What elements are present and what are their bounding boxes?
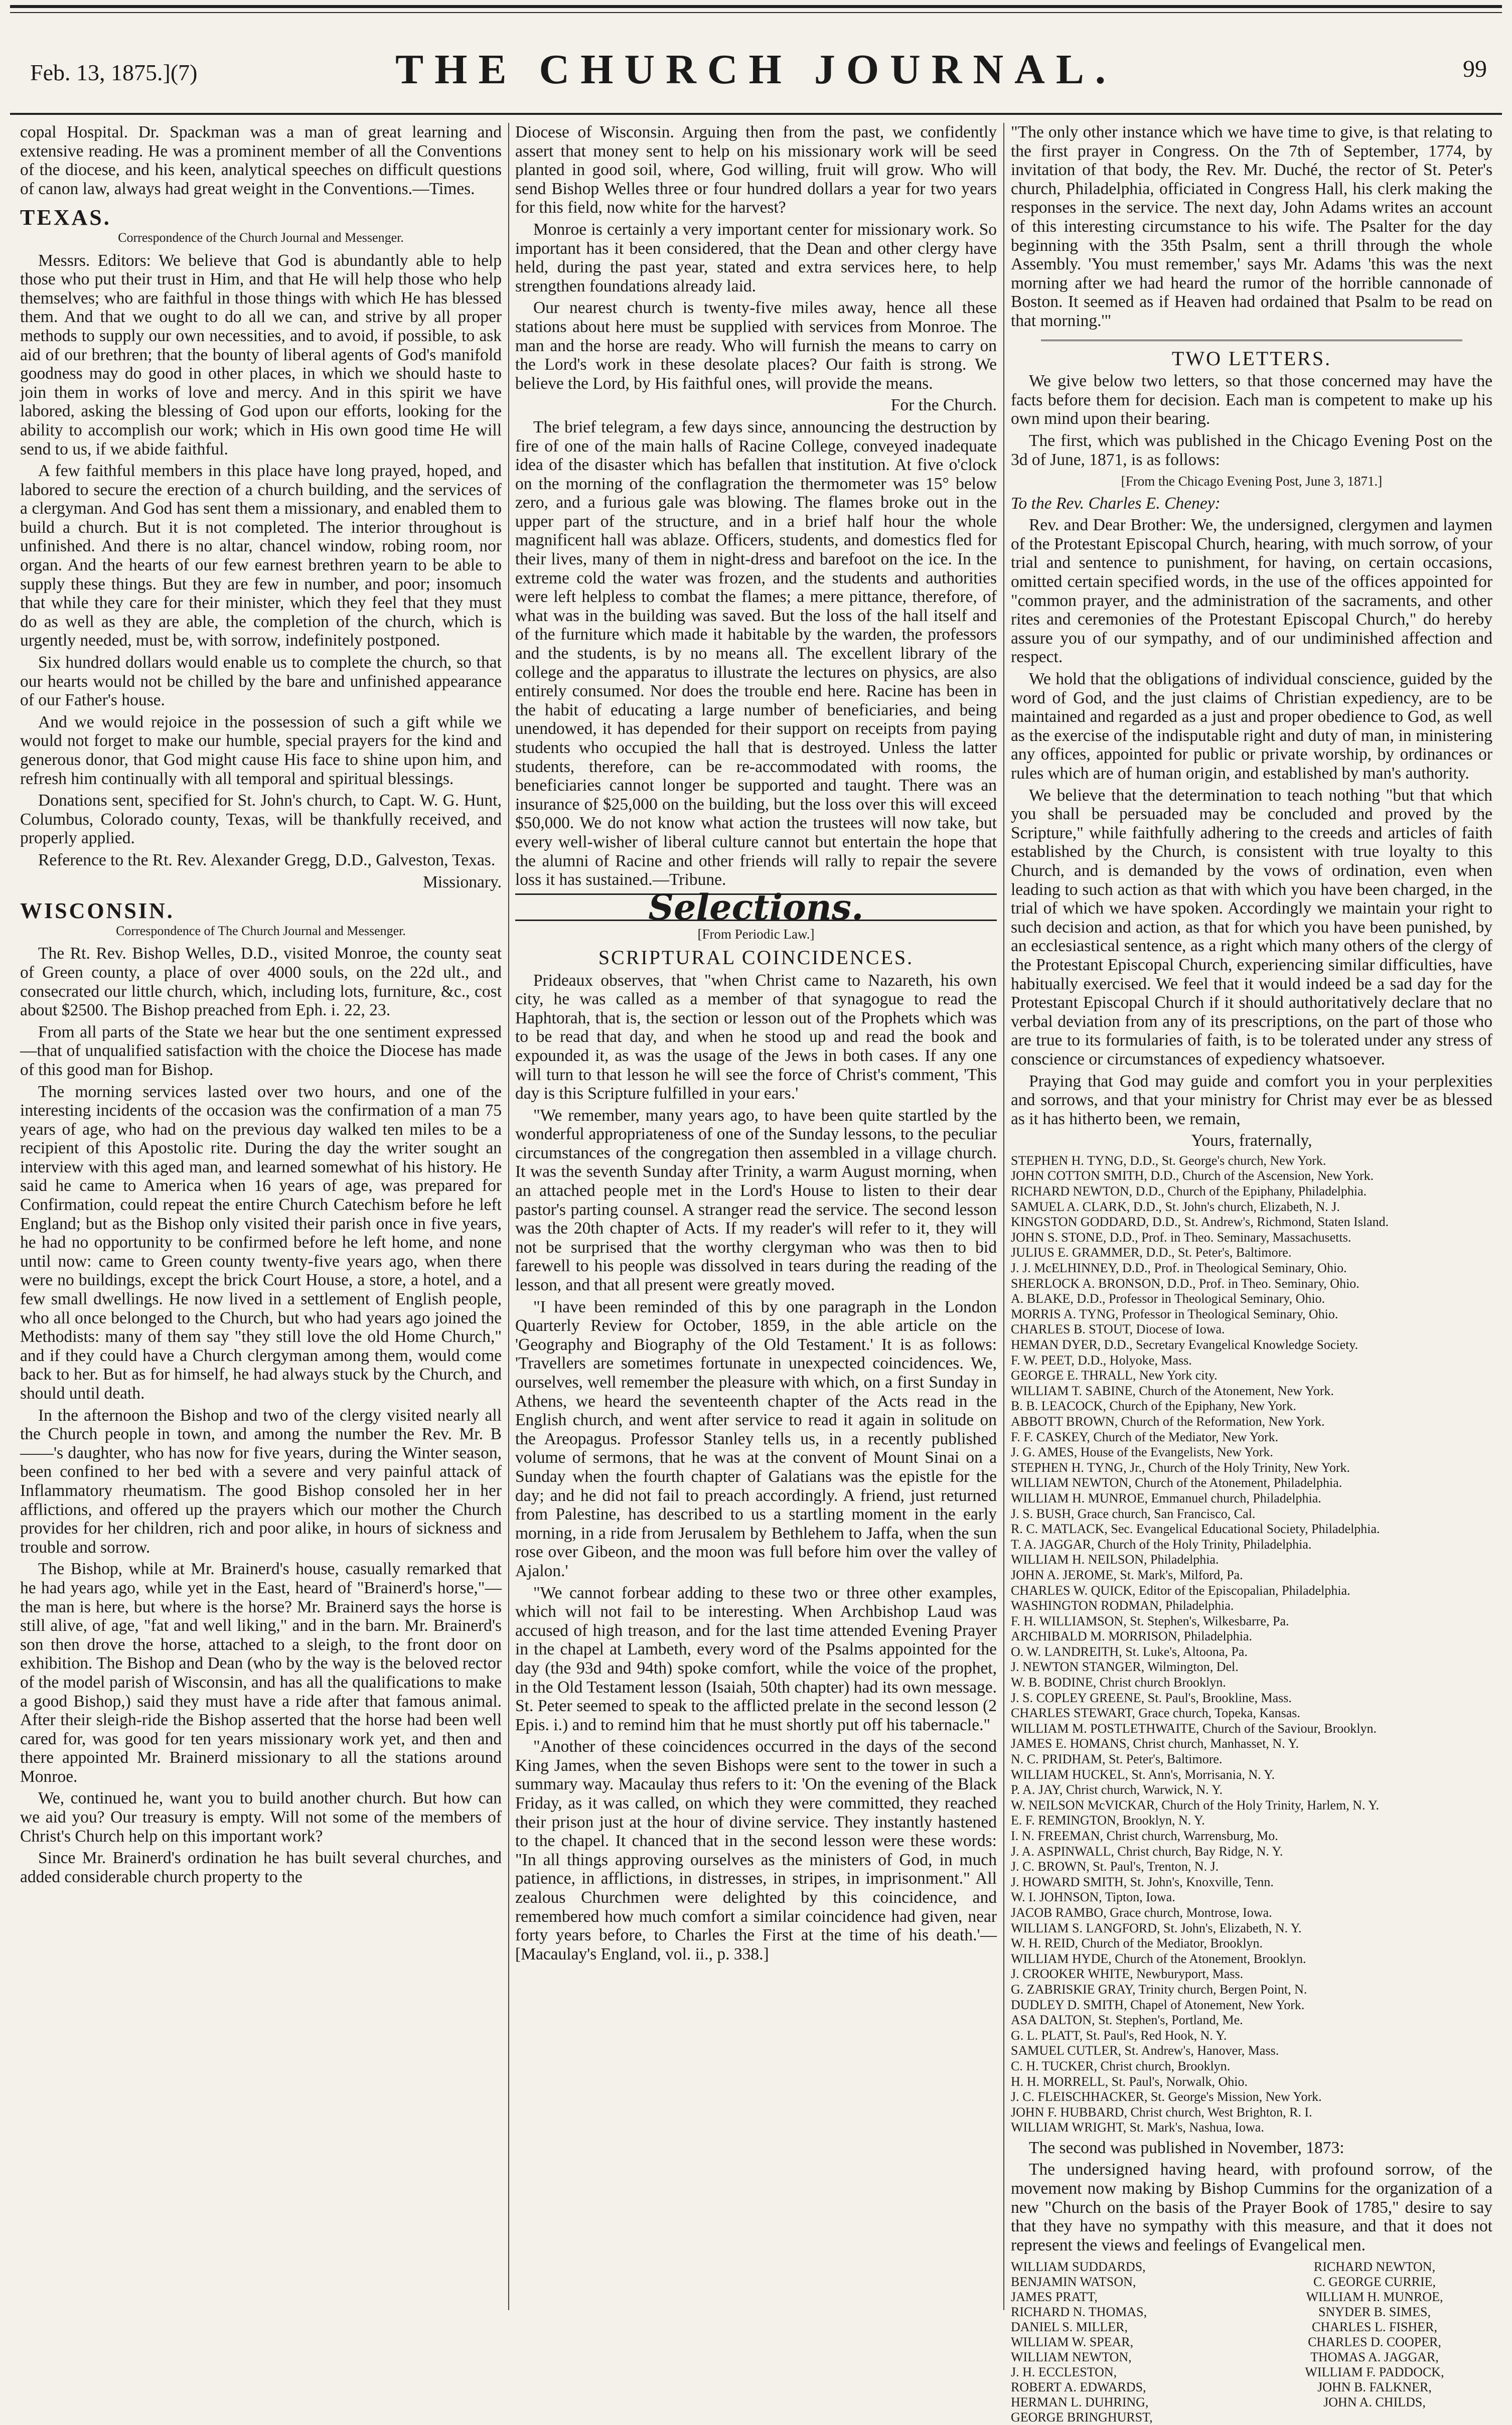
section-divider — [1041, 340, 1462, 341]
signer-entry: E. F. REMINGTON, Brooklyn, N. Y. — [1011, 1813, 1205, 1828]
signer-entry: B. B. LEACOCK, Church of the Epiphany, New York. — [1011, 1399, 1296, 1414]
signer-entry: DANIEL S. MILLER, — [1011, 2320, 1128, 2335]
signer-entry: C. GEORGE CURRIE, — [1313, 2275, 1436, 2290]
signer-entry: WILLIAM SUDDARDS, — [1011, 2259, 1146, 2275]
article-paragraph: The morning services lasted over two hours, and one of the interesting incidents of the occasion was the confirmation of a man 75 years of age, who had on the previous day walked ten miles to be a recipient of this Apostolic rite. During the day the writer sought an interview with this aged man, and learned somewhat of his history. He said he came to America when 16 years of age, was prepared for Confirmation, could repeat the entire Church Catechism before he left England; but as the Bishop only visited their parish once in five years, he had no opportunity to be confirmed before he left home, and none until now: came to Green county twenty-five years ago, when there were no buildings, except the brick Court House, a store, a hotel, and a few small dwellings. He now lived in a settlement of English people, who all once belonged to the Church, but who had years ago joined the Methodists: many of them say "they still love the old Home Church," and if they could have a Church clergyman among them, would come back to her. But as for himself, he had always stuck by the Church, and should until death. — [20, 1082, 502, 1403]
article-paragraph: We, continued he, want you to build another church. But how can we aid you? Our treasury is empty. Will not some of the members of Christ's Church help on this important work? — [20, 1789, 502, 1846]
column-2 — [515, 123, 997, 2310]
signer-entry: WILLIAM NEWTON, Church of the Atonement, Philadelphia. — [1011, 1475, 1342, 1490]
column-3 — [1011, 123, 1492, 2425]
column-divider — [508, 123, 509, 2310]
article-title: TWO LETTERS. — [1171, 347, 1332, 370]
correspondence-note: Correspondence of the Church Journal and Messenger. — [118, 230, 404, 245]
signer-entry: ARCHIBALD M. MORRISON, Philadelphia. — [1011, 1629, 1253, 1644]
article-paragraph: "We cannot forbear adding to these two or three other examples, which will not fail to be interesting. When Archbishop Laud was accused of high treason, and for the last time attended Evening Prayer in the chapel at Lambeth, every word of the Psalms appointed for the day (the 93d and 94th) spoke comfort, while the voice of the prophet, in the Old Testament lesson (Isaiah, 50th chapter) had its own message. St. Peter seemed to speak to the afflicted prelate in the second lesson (2 Epis. i.) and to remind him that he must shortly put off his tabernacle." — [515, 1583, 997, 1734]
signer-list-2 — [1011, 2259, 1492, 2425]
signer-entry: G. L. PLATT, St. Paul's, Red Hook, N. Y. — [1011, 2028, 1227, 2043]
signer-entry: WASHINGTON RODMAN, Philadelphia. — [1011, 1598, 1234, 1613]
article-paragraph: We believe that the determination to teach nothing "but that which you shall be persuaded may be concluded and proved by the Scripture," while faithfully adhering to the creeds and articles of faith established by the Church, is consistent with true loyalty to this Church, and is demanded by the vows of ordination, even when leading to such action as that with which you have been charged, in the trial of which we have spoken. Accordingly we maintain your right to such decision and action, as that for which you have been punished, by an ecclesiastical sentence, as a right which many others of the clergy of the Protestant Episcopal Church, experiencing similar difficulties, have habitually exercised. We feel that it would indeed be a sad day for the Protestant Episcopal Church if it should authoritatively declare that no verbal deviation from any of its prescriptions, on the part of those who are true to its formularies of faith, is to be tolerated under any stress of conscience or circumstances of expediency whatsoever. — [1011, 786, 1492, 1069]
signer-entry: C. H. TUCKER, Christ church, Brooklyn. — [1011, 2058, 1231, 2073]
article-paragraph: The Bishop, while at Mr. Brainerd's house, casually remarked that he had years ago, while yet in the East, heard of "Brainerd's horse,"—the man is here, but where is the horse? Mr. Brainerd says the horse is still alive, of age, "fat and well liking," and in the barn. Mr. Brainerd's son then drove the horse, attached to a sleigh, to the front door on exhibition. The Bishop and Dean (who by the way is the beloved rector of the model parish of Wisconsin, and has all the qualifications to make a good Bishop,) said they must have a ride after that famous animal. After their sleigh-ride the Bishop asserted that the horse had been well cared for, was good for ten years missionary work yet, and then and there appointed Mr. Brainerd missionary to all the stations around Monroe. — [20, 1560, 502, 1786]
signer-entry: W. H. REID, Church of the Mediator, Brooklyn. — [1011, 1936, 1263, 1951]
signer-entry: J. A. ASPINWALL, Christ church, Bay Ridge, N. Y. — [1011, 1844, 1283, 1859]
signer-entry: F. W. PEET, D.D., Holyoke, Mass. — [1011, 1352, 1192, 1368]
signer-entry: J. C. FLEISCHHACKER, St. George's Mission, New York. — [1011, 2089, 1322, 2104]
signer-entry: JOHN B. FALKNER, — [1317, 2380, 1432, 2395]
signer-entry: JOHN A. JEROME, St. Mark's, Milford, Pa. — [1011, 1567, 1243, 1582]
journal-title: THE CHURCH JOURNAL. — [395, 46, 1117, 93]
signer-entry: W. I. JOHNSON, Tipton, Iowa. — [1011, 1890, 1175, 1905]
signer-entry: CHARLES STEWART, Grace church, Topeka, Kansas. — [1011, 1706, 1300, 1721]
signer-entry: WILLIAM HUCKEL, St. Ann's, Morrisania, N. Y. — [1011, 1767, 1275, 1782]
signer-entry: J. J. McELHINNEY, D.D., Prof. in Theological Seminary, Ohio. — [1011, 1261, 1347, 1276]
signer-entry: J. S. BUSH, Grace church, San Francisco, Cal. — [1011, 1506, 1256, 1521]
page-number: 99 — [1463, 56, 1487, 82]
signer-entry: WILLIAM H. NEILSON, Philadelphia. — [1011, 1552, 1219, 1567]
signer-entry: JAMES PRATT, — [1011, 2290, 1098, 2305]
article-paragraph: Diocese of Wisconsin. Arguing then from the past, we confidently assert that money sent to help on his missionary work will be seed planted in good soil, where, God willing, fruit will grow. Who will send Bishop Welles three or four hundred dollars a year for two years for this field, now white for the harvest? — [515, 123, 997, 217]
signer-entry: JOHN F. HUBBARD, Christ church, West Brighton, R. I. — [1011, 2104, 1312, 2119]
signer-entry: GEORGE E. THRALL, New York city. — [1011, 1368, 1218, 1383]
signer-entry: J. HOWARD SMITH, St. John's, Knoxville, Tenn. — [1011, 1874, 1274, 1889]
article-paragraph: The Rt. Rev. Bishop Welles, D.D., visited Monroe, the county seat of Green county, a place of over 4000 souls, on the 22d ult., and consecrated our little church, which, including lots, furniture, &c., cost about $2500. The Bishop preached from Eph. i. 22, 23. — [20, 944, 502, 1020]
article-paragraph: Six hundred dollars would enable us to complete the church, so that our hearts would not be chilled by the bare and unfinished appearance of our Father's house. — [20, 653, 502, 710]
signer-entry: WILLIAM T. SABINE, Church of the Atonement, New York. — [1011, 1383, 1334, 1398]
article-paragraph: And we would rejoice in the possession of such a gift while we would not forget to make our humble, special prayers for the kind and generous donor, that God might cause His face to shine upon him, and refresh him continually with all temporal and spiritual blessings. — [20, 712, 502, 788]
salutation: To the Rev. Charles E. Cheney: — [1011, 494, 1221, 513]
signer-entry: WILLIAM NEWTON, — [1011, 2350, 1132, 2365]
signer-entry: HEMAN DYER, D.D., Secretary Evangelical Knowledge Society. — [1011, 1337, 1358, 1352]
signature: For the Church. — [890, 396, 997, 415]
article-paragraph: copal Hospital. Dr. Spackman was a man of great learning and extensive reading. He was a prominent member of all the Conventions of the diocese, and his keen, analytical speeches on difficult questions of canon law, always had great weight in the Conventions.—Times. — [20, 123, 502, 198]
signer-entry: JOHN COTTON SMITH, D.D., Church of the Ascension, New York. — [1011, 1168, 1374, 1183]
article-paragraph: Our nearest church is twenty-five miles away, hence all these stations about here must be supplied with services from Monroe. The man and the horse are ready. Who will furnish the means to carry on the Lord's work in these desolate places? Our faith is strong. We believe the Lord, by His faithful ones, will provide the means. — [515, 298, 997, 393]
signer-entry: JACOB RAMBO, Grace church, Montrose, Iowa. — [1011, 1905, 1272, 1920]
signer-entry: DUDLEY D. SMITH, Chapel of Atonement, New York. — [1011, 1997, 1305, 2012]
signer-entry: WILLIAM S. LANGFORD, St. John's, Elizabeth, N. Y. — [1011, 1920, 1302, 1935]
column-divider — [1003, 123, 1004, 2310]
signer-entry: J. NEWTON STANGER, Wilmington, Del. — [1011, 1659, 1239, 1675]
article-paragraph: Prideaux observes, that "when Christ came to Nazareth, his own city, he was called as a member of that synagogue to read the Haphtorah, that is, the section or lesson out of the Prophets which was to be read that day, and when he stood up and read the book and expounded it, as was the usage of the Jews in both cases. If any one will turn to that lesson he will see the force of Christ's comment, 'This day is this Scripture fulfilled in your ears.' — [515, 971, 997, 1103]
signer-entry: N. C. PRIDHAM, St. Peter's, Baltimore. — [1011, 1752, 1223, 1767]
signer-entry: JOHN A. CHILDS, — [1323, 2395, 1426, 2410]
signer-entry: ABBOTT BROWN, Church of the Reformation, New York. — [1011, 1414, 1325, 1429]
signer-entry: WILLIAM F. PADDOCK, — [1305, 2365, 1444, 2380]
article-paragraph: We hold that the obligations of individual conscience, guided by the word of God, and the just claims of Christian expediency, are to be maintained and regarded as a just and proper obedience to God, as well as the exercise of the indisputable right and duty of man, in ministering any offices, appointed for public or private worship, by ordinances or rules which are of human origin, and established by man's authority. — [1011, 670, 1492, 783]
signer-entry: J. CROOKER WHITE, Newburyport, Mass. — [1011, 1966, 1244, 1982]
signer-entry: JAMES E. HOMANS, Christ church, Manhasset, N. Y. — [1011, 1736, 1299, 1751]
signer-entry: RICHARD NEWTON, — [1313, 2259, 1436, 2275]
signer-entry: J. C. BROWN, St. Paul's, Trenton, N. J. — [1011, 1859, 1219, 1874]
signer-entry: WILLIAM H. MUNROE, Emmanuel church, Philadelphia. — [1011, 1490, 1321, 1505]
signer-entry: GEORGE BRINGHURST, — [1011, 2410, 1153, 2425]
signature: Missionary. — [423, 872, 502, 891]
signer-entry: JULIUS E. GRAMMER, D.D., St. Peter's, Baltimore. — [1011, 1245, 1292, 1260]
signer-entry: STEPHEN H. TYNG, D.D., St. George's church, New York. — [1011, 1153, 1326, 1168]
top-rule — [10, 5, 1502, 13]
signer-entry: O. W. LANDREITH, St. Luke's, Altoona, Pa. — [1011, 1644, 1248, 1659]
signer-entry: HERMAN L. DUHRING, — [1011, 2395, 1149, 2410]
signer-entry: CHARLES L. FISHER, — [1312, 2320, 1437, 2335]
signer-entry: W. B. BODINE, Christ church Brooklyn. — [1011, 1675, 1226, 1690]
article-paragraph: Donations sent, specified for St. John's church, to Capt. W. G. Hunt, Columbus, Colorado county, Texas, will be thankfully received, and properly applied. — [20, 791, 502, 848]
article-paragraph: Messrs. Editors: We believe that God is abundantly able to help those who put their trust in Him, and that He will help those who help themselves; who are faithful in those things with which He has blessed them. And that we ought to do all we can, and strive by all proper methods to supply our own necessities, and to avoid, if possible, to ask aid of our brethren; that the bounty of liberal agents of God's manifold goodness may do good in other places, in which we should haste to join them in works of love and mercy. And in this spirit we have labored, asking the blessing of God upon our efforts, looking for the ability to accomplish our work; which in His own good time He will send to us, if we abide faithful. — [20, 251, 502, 459]
masthead — [10, 20, 1502, 95]
article-paragraph: Reference to the Rt. Rev. Alexander Gregg, D.D., Galveston, Texas. — [38, 850, 496, 869]
signer-entry: SHERLOCK A. BRONSON, D.D., Prof. in Theo. Seminary, Ohio. — [1011, 1276, 1359, 1291]
signer-entry — [1257, 2410, 1492, 2425]
article-paragraph: Rev. and Dear Brother: We, the undersigned, clergymen and laymen of the Protestant Episcopal Church, hearing, with much sorrow, of your trial and sentence to punishment, for having, on certain occasions, omitted certain specified words, in the use of the offices appointed for "common prayer, and the administration of the sacraments, and other rites and ceremonies of the Protestant Episcopal Church," do hereby assure you of our sympathy, and of our undiminished affection and respect. — [1011, 516, 1492, 667]
signer-entry: R. C. MATLACK, Sec. Evangelical Educational Society, Philadelphia. — [1011, 1522, 1380, 1537]
signer-entry: G. ZABRISKIE GRAY, Trinity church, Bergen Point, N. — [1011, 1982, 1307, 1997]
article-paragraph: From all parts of the State we hear but the one sentiment expressed—that of unqualified satisfaction with the choice the Diocese has made of this good man for Bishop. — [20, 1022, 502, 1079]
article-title: SCRIPTURAL COINCIDENCES. — [598, 946, 914, 969]
signer-entry: KINGSTON GODDARD, D.D., St. Andrew's, Richmond, Staten Island. — [1011, 1215, 1389, 1230]
article-paragraph: The undersigned having heard, with profound sorrow, of the movement now making by Bishop Cummins for the organization of a new "Church on the basis of the Prayer Book of 1785," desire to say that they have no sympathy with this measure, and that it does not represent the views and feelings of Evangelical men. — [1011, 2160, 1492, 2254]
signer-list — [1011, 1153, 1492, 2136]
signer-entry: MORRIS A. TYNG, Professor in Theological Seminary, Ohio. — [1011, 1306, 1338, 1321]
article-paragraph: "Another of these coincidences occurred in the days of the second King James, when the seven Bishops were sent to the tower in such a summary way. Macaulay thus refers to it: 'On the evening of the Black Friday, as it was called, on which they were committed, they reached their prison just at the hour of divine service. They instantly hastened to the chapel. It chanced that in the second lesson were these words: "In all things approving ourselves as the ministers of God, in much patience, in afflictions, in distresses, in stripes, in imprisonment." All zealous Churchmen were delighted by this coincidence, and remembered how much comfort a similar coincidence had given, near forty years before, to Charles the First at the time of his death.'—[Macaulay's England, vol. ii., p. 338.] — [515, 1737, 997, 1963]
signer-entry: WILLIAM WRIGHT, St. Mark's, Nashua, Iowa. — [1011, 2120, 1264, 2135]
signer-entry: WILLIAM HYDE, Church of the Atonement, Brooklyn. — [1011, 1951, 1306, 1966]
article-paragraph: Praying that God may guide and comfort you in your perplexities and sorrows, and that your ministry for Christ may ever be as blessed as it has hitherto been, we remain, — [1011, 1072, 1492, 1128]
issue-date: Feb. 13, 1875.](7) — [30, 60, 198, 85]
header-rule — [10, 113, 1502, 115]
closing: Yours, fraternally, — [1191, 1131, 1312, 1150]
signer-entry: A. BLAKE, D.D., Professor in Theological Seminary, Ohio. — [1011, 1291, 1325, 1306]
source-note: [From the Chicago Evening Post, June 3, 1871.] — [1121, 474, 1383, 489]
signer-entry: P. A. JAY, Christ church, Warwick, N. Y. — [1011, 1782, 1223, 1797]
signer-entry: THOMAS A. JAGGAR, — [1310, 2350, 1439, 2365]
signer-entry: ROBERT A. EDWARDS, — [1011, 2380, 1146, 2395]
signer-entry: BENJAMIN WATSON, — [1011, 2275, 1136, 2290]
article-paragraph: Monroe is certainly a very important center for missionary work. So important has it been considered, that the Dean and other clergy have held, during the past year, stated and extra services here, to help strengthen foundations already laid. — [515, 220, 997, 295]
signer-entry: F. H. WILLIAMSON, St. Stephen's, Wilkesbarre, Pa. — [1011, 1613, 1289, 1628]
signer-entry: T. A. JAGGAR, Church of the Holy Trinity, Philadelphia. — [1011, 1537, 1312, 1552]
article-paragraph: A few faithful members in this place have long prayed, hoped, and labored to secure the erection of a church building, and the services of a clergyman. And God has sent them a missionary, and enabled them to build a church. But it is not completed. The interior throughout is unfinished. And there is no altar, chancel window, robing room, nor organ. And the hearts of our few earnest brethren yearn to be able to supply these things. But they are few in number, and poor; insomuch that while they care for their minister, which they feel that they must do as well as they are able, the completion of the church, which is urgently needed, must be, with sorrow, indefinitely postponed. — [20, 462, 502, 650]
article-paragraph: "I have been reminded of this by one paragraph in the London Quarterly Review for October, 1859, in the able article on the 'Geography and Biography of the Old Testament.' It is as follows: 'Travellers are sometimes fortunate in unexpected coincidences. We, ourselves, well remember the pleasure with which, on a first Sunday in Athens, we heard the seventeenth chapter of the Acts read in the English church, and went after service to read it again in solitude on the Areopagus. Professor Stanley tells us, in a recently published volume of sermons, that he was at the convent of Mount Sinai on a Sunday when the fourth chapter of Galatians was the epistle for the day; and he did not fail to preach accordingly. A friend, just returned from Palestine, has described to us a startling moment in the early morning, in a ride from Jerusalem by Bethlehem to Jaffa, when the sun rose over Gibeon, and the moon was full before him over the valley of Ajalon.' — [515, 1297, 997, 1580]
signer-entry: J. G. AMES, House of the Evangelists, New York. — [1011, 1445, 1273, 1460]
signer-entry: J. S. COPLEY GREENE, St. Paul's, Brookline, Mass. — [1011, 1690, 1292, 1705]
section-heading-wisconsin: WISCONSIN. — [20, 898, 175, 924]
article-paragraph: The second was published in November, 1873: — [1029, 2138, 1344, 2157]
column-1 — [20, 123, 502, 2310]
signer-entry: JOHN S. STONE, D.D., Prof. in Theo. Seminary, Massachusetts. — [1011, 1230, 1351, 1245]
signer-entry: F. F. CASKEY, Church of the Mediator, New York. — [1011, 1429, 1279, 1444]
article-paragraph: In the afternoon the Bishop and two of the clergy visited nearly all the Church people in town, and among the number the Rev. Mr. B——'s daughter, who has now for five years, during the Winter season, been confined to her bed with a severe and very painful attack of Inflammatory rheumatism. The good Bishop consoled her in her afflictions, and offered up the prayers which our mother the Church provides for her children, rich and poor alike, in hours of sickness and trouble and sorrow. — [20, 1406, 502, 1557]
correspondence-note: Correspondence of The Church Journal and Messenger. — [116, 923, 406, 938]
signer-entry: WILLIAM W. SPEAR, — [1011, 2335, 1134, 2350]
signer-entry: RICHARD N. THOMAS, — [1011, 2305, 1147, 2320]
signer-entry: STEPHEN H. TYNG, Jr., Church of the Holy Trinity, New York. — [1011, 1460, 1350, 1475]
article-paragraph: The brief telegram, a few days since, announcing the destruction by fire of one of the main halls of Racine College, conveyed inadequate idea of the disaster which has befallen that institution. At five o'clock on the morning of the conflagration the thermometer was 15° below zero, and a furious gale was blowing. The flames broke out in the upper part of the structure, and in a brief half hour the whole magnificent hall was ablaze. Officers, students, and domestics fled for their lives, many of them in night-dress and barefoot on the ice. In the extreme cold the water was frozen, and the students and authorities were left helpless to combat the flames; a mere pittance, therefore, of what was in the building was saved. But the loss of the hall itself and of the furniture which made it habitable by the warden, the professors and the students, is by no means all. The excellent library of the college and the apparatus to illustrate the lectures on physics, are also entirely consumed. Nor does the trouble end here. Racine has been in the habit of educating a large number of beneficiaries, and being unendowed, it has depended for their support on receipts from paying students who occupied the hall that is destroyed. Unless the latter students, therefore, can be re-accommodated with rooms, the beneficiaries cannot longer be supported and taught. There was an insurance of $25,000 on the building, but the loss over this will exceed $50,000. We do not know what action the trustees will now take, but every well-wisher of liberal culture cannot but entertain the hope that the alumni of Racine and other friends will rally to repair the severe loss it has sustained.—Tribune. — [515, 417, 997, 889]
signer-entry: W. NEILSON McVICKAR, Church of the Holy Trinity, Harlem, N. Y. — [1011, 1797, 1379, 1812]
signer-entry: I. N. FREEMAN, Christ church, Warrensburg, Mo. — [1011, 1829, 1278, 1843]
article-paragraph: "The only other instance which we have time to give, is that relating to the first prayer in Congress. On the 7th of September, 1774, by invitation of that body, the Rev. Mr. Duché, the rector of St. Peter's church, Philadelphia, officiated in Congress Hall, his clerk making the responses in the service. The next day, John Adams writes an account of this interesting circumstance to his wife. The Psalter for the day beginning with the 35th Psalm, sent a thrill through the whole Assembly. 'You must remember,' says Mr. Adams 'this was the next morning after we had heard the rumor of the horrible cannonade of Boston. It seemed as if Heaven had ordained that Psalm to be read on that morning.'" — [1011, 123, 1492, 330]
article-paragraph: "We remember, many years ago, to have been quite startled by the wonderful appropriateness of one of the Sunday lessons, to the peculiar circumstances of the congregation then assembled in a village church. It was the seventh Sunday after Trinity, a warm August morning, when an attached people met in the Lord's House to listen to their dear pastor's parting counsel. A stranger read the service. The second lesson was the 20th chapter of Acts. If my reader's will refer to it, they will not be surprised that the worthy clergyman who was then to bid farewell to his people was dissolved in tears during the reading of the lesson, and that all present were greatly moved. — [515, 1106, 997, 1295]
signer-entry: SAMUEL CUTLER, St. Andrew's, Hanover, Mass. — [1011, 2043, 1279, 2058]
signer-entry: WILLIAM H. MUNROE, — [1306, 2290, 1443, 2305]
signer-entry: RICHARD NEWTON, D.D., Church of the Epiphany, Philadelphia. — [1011, 1184, 1367, 1199]
selections-heading: Selections. — [515, 893, 997, 922]
signer-entry: H. H. MORRELL, St. Paul's, Norwalk, Ohio. — [1011, 2074, 1248, 2089]
section-heading-texas: TEXAS. — [20, 205, 111, 230]
signer-entry: WILLIAM M. POSTLETHWAITE, Church of the Saviour, Brooklyn. — [1011, 1721, 1377, 1736]
article-paragraph: Since Mr. Brainerd's ordination he has built several churches, and added considerable church property to the — [20, 1849, 502, 1886]
signer-entry: SNYDER B. SIMES, — [1318, 2305, 1431, 2320]
signer-entry: SAMUEL A. CLARK, D.D., St. John's church, Elizabeth, N. J. — [1011, 1199, 1340, 1214]
signer-entry: CHARLES D. COOPER, — [1308, 2335, 1441, 2350]
signer-entry: J. H. ECCLESTON, — [1011, 2365, 1117, 2380]
article-paragraph: We give below two letters, so that those concerned may have the facts before them for decision. Each man is competent to make up his own mind upon their bearing. — [1011, 372, 1492, 428]
source-note: [From Periodic Law.] — [697, 927, 815, 942]
article-paragraph: The first, which was published in the Chicago Evening Post on the 3d of June, 1871, is as follows: — [1011, 431, 1492, 469]
signer-entry: CHARLES W. QUICK, Editor of the Episcopalian, Philadelphia. — [1011, 1583, 1350, 1598]
signer-entry: ASA DALTON, St. Stephen's, Portland, Me. — [1011, 2013, 1243, 2028]
signer-entry: CHARLES B. STOUT, Diocese of Iowa. — [1011, 1322, 1225, 1337]
